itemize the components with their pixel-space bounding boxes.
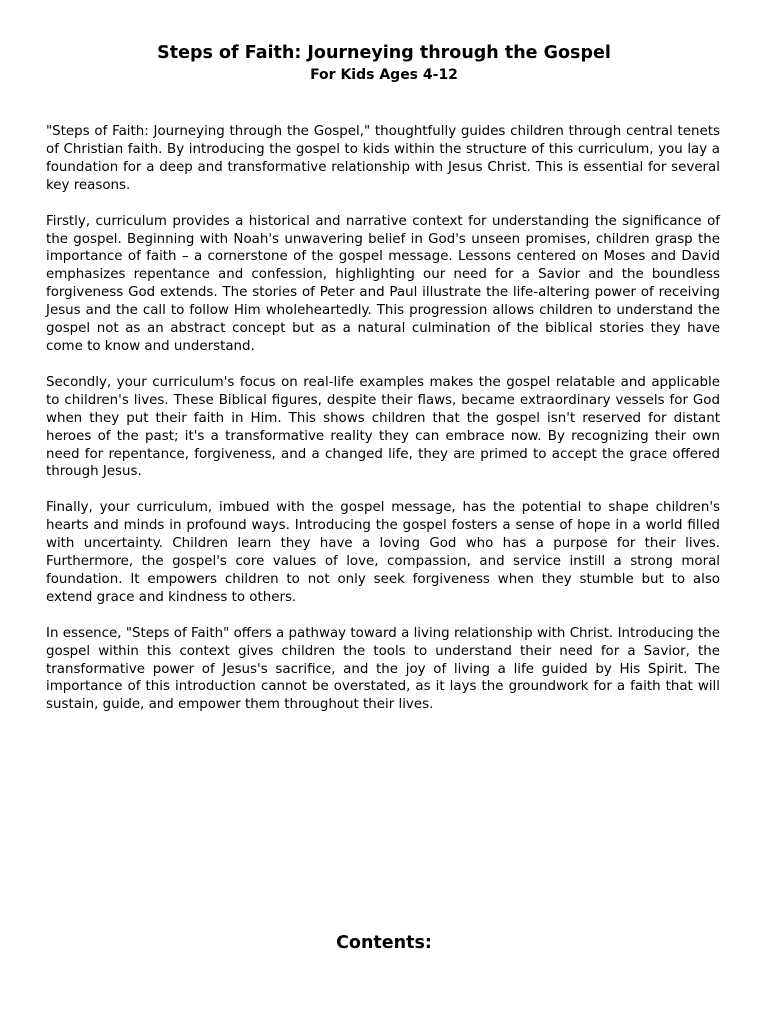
paragraph-in-essence: In essence, "Steps of Faith" offers a pathway toward a living relationship with Christ. Introducing the gospel within this context gives children the tools to understand their need for a Savior, the transformative power of Jesus's sacrifice, and the joy of living a life guided by His Spirit. The importance of this introduction cannot be overstated, as it lays the groundwork for a faith that will sustain, guide, and empower them throughout their lives. — [46, 625, 720, 713]
page-subtitle: For Kids Ages 4-12 — [310, 67, 458, 83]
paragraph-intro: "Steps of Faith: Journeying through the Gospel," thoughtfully guides children through central tenets of Christian faith. By introducing the gospel to kids within the structure of this curriculum, you lay a foundation for a deep and transformative relationship with Jesus Christ. This is essential for several key reasons. — [46, 124, 720, 193]
document-body — [46, 123, 720, 732]
page-title: Steps of Faith: Journeying through the Gospel — [157, 43, 611, 63]
paragraph-firstly: Firstly, curriculum provides a historical and narrative context for understanding the significance of the gospel. Beginning with Noah's unwavering belief in God's unseen promises, children grasp the importance of faith – a cornerstone of the gospel message. Lessons centered on Moses and David emphasizes repentance and confession, highlighting our need for a Savior and the boundless forgiveness God extends. The stories of Peter and Paul illustrate the life-altering power of receiving Jesus and the call to follow Him wholeheartedly. This progression allows children to understand the gospel not as an abstract concept but as a natural culmination of the biblical stories they have come to know and understand. — [46, 213, 720, 354]
contents-heading: Contents: — [336, 933, 432, 953]
paragraph-finally: Finally, your curriculum, imbued with the gospel message, has the potential to shape children's hearts and minds in profound ways. Introducing the gospel fosters a sense of hope in a world filled with uncertainty. Children learn they have a loving God who has a purpose for their lives. Furthermore, the gospel's core values of love, compassion, and service instill a strong moral foundation. It empowers children to not only seek forgiveness when they stumble but to also extend grace and kindness to others. — [46, 500, 720, 605]
paragraph-secondly: Secondly, your curriculum's focus on real-life examples makes the gospel relatable and applicable to children's lives. These Biblical figures, despite their flaws, became extraordinary vessels for God when they put their faith in Him. This shows children that the gospel isn't reserved for distant heroes of the past; it's a transformative reality they can embrace now. By recognizing their own need for repentance, forgiveness, and a changed life, they are primed to accept the grace offered through Jesus. — [46, 374, 720, 480]
